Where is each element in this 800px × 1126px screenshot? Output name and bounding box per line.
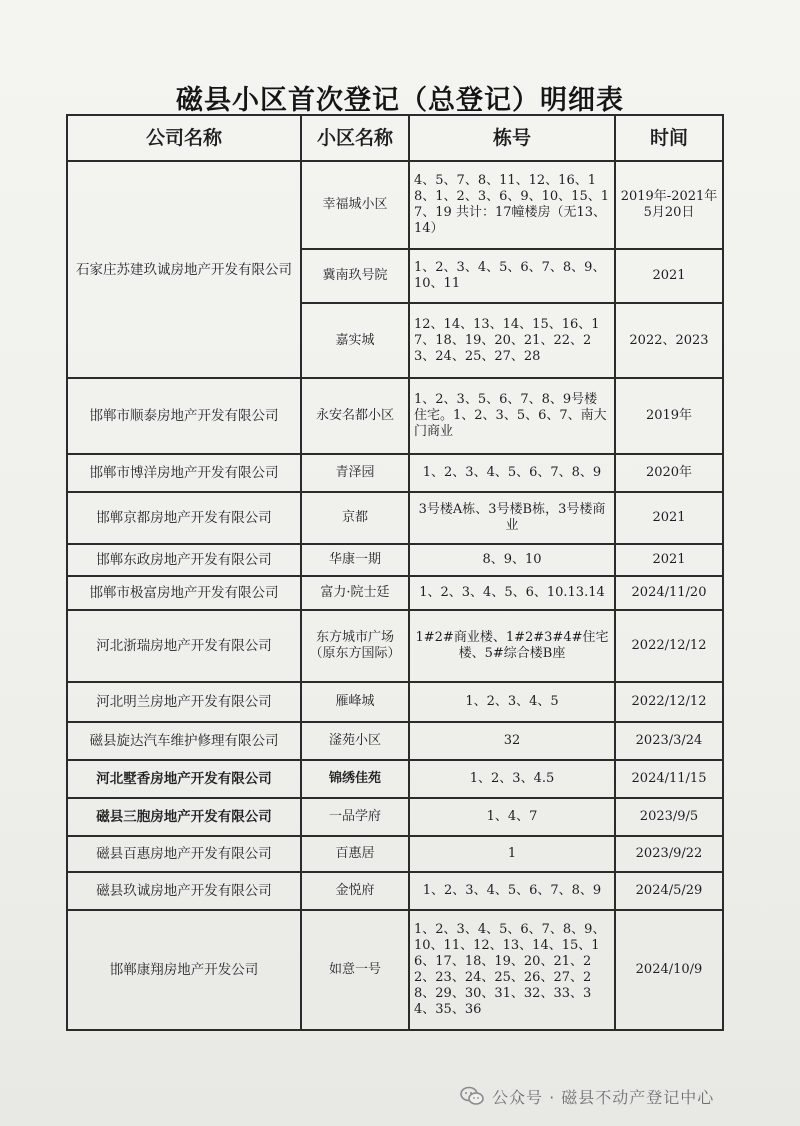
header-community: 小区名称 bbox=[301, 115, 409, 161]
table-row bbox=[67, 722, 723, 760]
header-building: 栋号 bbox=[409, 115, 615, 161]
table-row bbox=[67, 798, 723, 836]
time-cell: 2024/11/15 bbox=[615, 760, 723, 798]
building-cell: 8、9、10 bbox=[409, 544, 615, 576]
time-cell: 2024/10/9 bbox=[615, 910, 723, 1030]
community-cell: 京都 bbox=[301, 492, 409, 544]
building-cell: 1、2、3、4、5、6、7、8、9 bbox=[409, 454, 615, 492]
company-cell: 磁县三胞房地产开发有限公司 bbox=[67, 798, 301, 836]
company-cell: 石家庄苏建玖诚房地产开发有限公司 bbox=[67, 161, 301, 378]
time-cell: 2022、2023 bbox=[615, 303, 723, 378]
building-cell: 12、14、13、14、15、16、17、18、19、20、21、22、23、24、25、27、28 bbox=[409, 303, 615, 378]
company-cell: 河北浙瑞房地产开发有限公司 bbox=[67, 610, 301, 682]
building-cell: 32 bbox=[409, 722, 615, 760]
community-cell: 华康一期 bbox=[301, 544, 409, 576]
table-row bbox=[67, 492, 723, 544]
time-cell: 2020年 bbox=[615, 454, 723, 492]
community-cell: 滏苑小区 bbox=[301, 722, 409, 760]
company-cell: 磁县旋达汽车维护修理有限公司 bbox=[67, 722, 301, 760]
building-cell: 1、2、3、4、5 bbox=[409, 682, 615, 722]
community-cell: 冀南玖号院 bbox=[301, 249, 409, 303]
company-cell: 河北明兰房地产开发有限公司 bbox=[67, 682, 301, 722]
community-cell: 嘉实城 bbox=[301, 303, 409, 378]
time-cell: 2019年 bbox=[615, 378, 723, 454]
company-cell: 邯郸市顺泰房地产开发有限公司 bbox=[67, 378, 301, 454]
table-row bbox=[67, 576, 723, 610]
company-cell: 邯郸市极富房地产开发有限公司 bbox=[67, 576, 301, 610]
building-cell: 1、2、3、4.5 bbox=[409, 760, 615, 798]
company-cell: 邯郸康翔房地产开发公司 bbox=[67, 910, 301, 1030]
community-cell: 锦绣佳苑 bbox=[301, 760, 409, 798]
company-cell: 磁县玖诚房地产开发有限公司 bbox=[67, 872, 301, 910]
community-cell: 如意一号 bbox=[301, 910, 409, 1030]
table-row bbox=[67, 378, 723, 454]
community-cell: 东方城市广场（原东方国际） bbox=[301, 610, 409, 682]
community-cell: 一品学府 bbox=[301, 798, 409, 836]
community-cell: 百惠居 bbox=[301, 836, 409, 872]
community-cell: 幸福城小区 bbox=[301, 161, 409, 249]
time-cell: 2022/12/12 bbox=[615, 682, 723, 722]
company-cell: 邯郸市博洋房地产开发有限公司 bbox=[67, 454, 301, 492]
community-cell: 雁峰城 bbox=[301, 682, 409, 722]
watermark-text: 公众号 · 磁县不动产登记中心 bbox=[492, 1087, 715, 1107]
building-cell: 4、5、7、8、11、12、16、18、1、2、3、6、9、10、15、17、19 共计：17幢楼房（无13、14） bbox=[409, 161, 615, 249]
time-cell: 2023/9/22 bbox=[615, 836, 723, 872]
time-cell: 2023/3/24 bbox=[615, 722, 723, 760]
registration-table bbox=[66, 114, 724, 1031]
community-cell: 富力·院士廷 bbox=[301, 576, 409, 610]
building-cell: 1、2、3、4、5、6、7、8、9、10、11 bbox=[409, 249, 615, 303]
time-cell: 2021 bbox=[615, 492, 723, 544]
time-cell: 2022/12/12 bbox=[615, 610, 723, 682]
time-cell: 2023/9/5 bbox=[615, 798, 723, 836]
time-cell: 2021 bbox=[615, 249, 723, 303]
page-title: 磁县小区首次登记（总登记）明细表 bbox=[176, 85, 624, 116]
company-cell: 邯郸京都房地产开发有限公司 bbox=[67, 492, 301, 544]
building-cell: 1、2、3、4、5、6、7、8、9、10、11、12、13、14、15、16、17、18、19、20、21、22、23、24、25、26、27、28、29、30、31、32、33、34、35、36 bbox=[409, 910, 615, 1030]
wechat-watermark bbox=[460, 1082, 714, 1110]
time-cell: 2019年-2021年5月20日 bbox=[615, 161, 723, 249]
table-row bbox=[67, 682, 723, 722]
table-row bbox=[67, 760, 723, 798]
header-company: 公司名称 bbox=[67, 115, 301, 161]
header-time: 时间 bbox=[615, 115, 723, 161]
table-row bbox=[67, 836, 723, 872]
table-row bbox=[67, 610, 723, 682]
company-cell: 邯郸东政房地产开发有限公司 bbox=[67, 544, 301, 576]
time-cell: 2024/11/20 bbox=[615, 576, 723, 610]
company-cell: 河北墅香房地产开发有限公司 bbox=[67, 760, 301, 798]
table-row bbox=[67, 161, 723, 249]
time-cell: 2024/5/29 bbox=[615, 872, 723, 910]
time-cell: 2021 bbox=[615, 544, 723, 576]
table-row bbox=[67, 910, 723, 1030]
building-cell: 3号楼A栋、3号楼B栋，3号楼商业 bbox=[409, 492, 615, 544]
building-cell: 1、2、3、4、5、6、7、8、9 bbox=[409, 872, 615, 910]
community-cell: 永安名都小区 bbox=[301, 378, 409, 454]
table-row bbox=[67, 872, 723, 910]
building-cell: 1、4、7 bbox=[409, 798, 615, 836]
table-header-row bbox=[67, 115, 723, 161]
wechat-icon bbox=[460, 1086, 484, 1106]
table-row bbox=[67, 454, 723, 492]
building-cell: 1 bbox=[409, 836, 615, 872]
community-cell: 金悦府 bbox=[301, 872, 409, 910]
community-cell: 青泽园 bbox=[301, 454, 409, 492]
table-row bbox=[67, 544, 723, 576]
company-cell: 磁县百惠房地产开发有限公司 bbox=[67, 836, 301, 872]
building-cell: 1、2、3、5、6、7、8、9号楼住宅。1、2、3、5、6、7、南大门商业 bbox=[409, 378, 615, 454]
building-cell: 1、2、3、4、5、6、10.13.14 bbox=[409, 576, 615, 610]
building-cell: 1#2#商业楼、1#2#3#4#住宅楼、5#综合楼B座 bbox=[409, 610, 615, 682]
